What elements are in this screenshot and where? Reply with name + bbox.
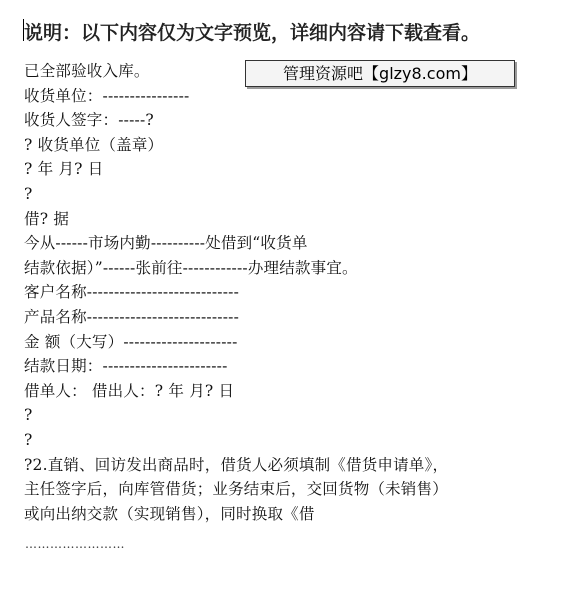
doc-line: 客户名称---------------------------- (24, 283, 240, 302)
doc-line: 产品名称---------------------------- (24, 307, 240, 326)
doc-line: 已全部验收入库。 (24, 62, 150, 80)
doc-line: ? 收货单位（盖章） (24, 135, 164, 154)
doc-line: ? (24, 430, 33, 449)
doc-line: ? (24, 184, 33, 203)
doc-line: ? (24, 406, 33, 425)
doc-line: 主任签字后，向库管借货；业务结束后，交回货物（未销售） (24, 480, 448, 499)
doc-line: 收货人签字：-----? (24, 111, 154, 130)
doc-title-line: 借? 据 (24, 209, 70, 228)
doc-line: 借单人： 借出人：? 年 月? 日 (24, 381, 235, 400)
doc-line: 今从------市场内勤----------处借到“收货单 (24, 234, 308, 253)
doc-line: ? 年 月? 日 (24, 160, 104, 179)
doc-line: 或向出纳交款（实现销售），同时换取《借 (24, 504, 315, 523)
doc-line: 结款依据）”------张前往------------办理结款事宜。 (24, 258, 358, 277)
preview-notice: 说明：以下内容仅为文字预览，详细内容请下载查看。 (24, 22, 481, 44)
doc-line: 结款日期：----------------------- (24, 357, 228, 376)
site-link-banner[interactable]: 管理资源吧【glzy8.com】 (245, 60, 515, 87)
doc-line: 收货单位：---------------- (24, 86, 190, 105)
document-body (24, 59, 554, 526)
doc-line: 金 额（大写）--------------------- (24, 332, 238, 351)
truncation-ellipsis: …………………… (25, 537, 125, 551)
doc-line: ?2.直销、回访发出商品时，借货人必须填制《借货申请单》， (24, 455, 449, 474)
